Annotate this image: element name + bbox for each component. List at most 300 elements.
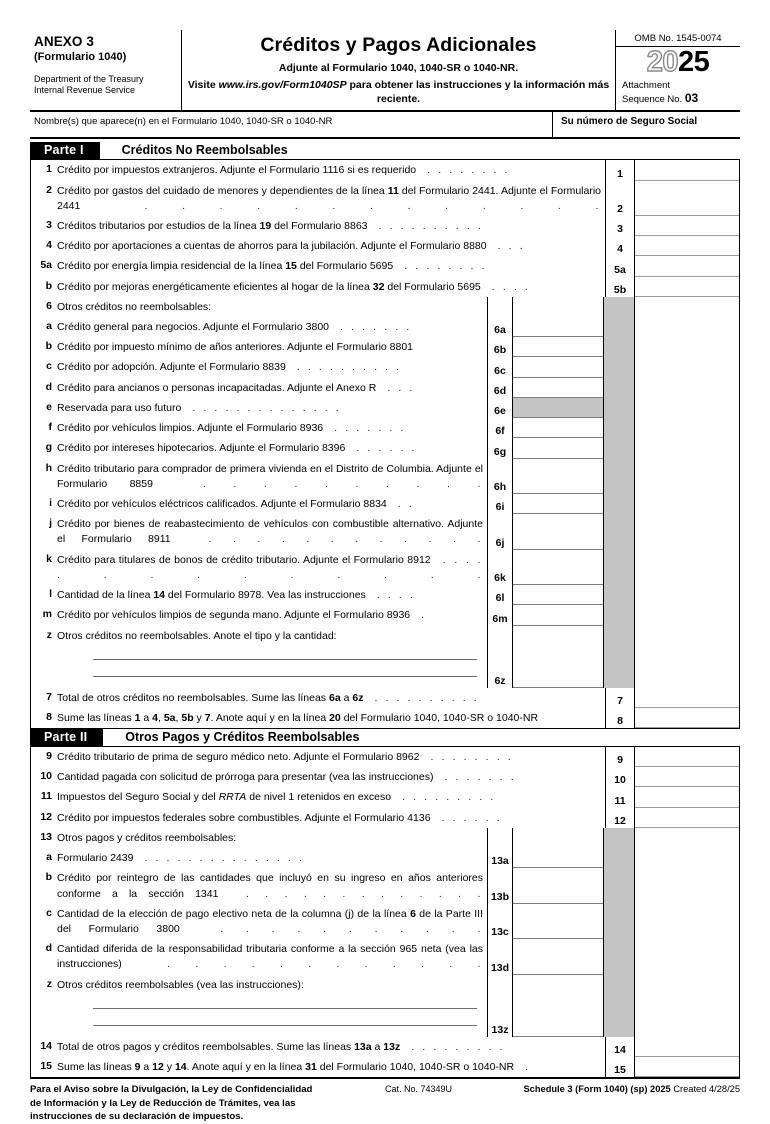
attachment-label: Attachment [622,80,671,91]
form-id-text: Schedule 3 (Form 1040) (sp) 2025 [523,1084,671,1095]
subline-description: Crédito para titulares de bonos de crédito tributario. Adjunte el Formulario 8912 . . . . . . . . . . . . . . [57,553,483,581]
leader-dots: . . . . . . . . . . [367,219,484,232]
leader-dots: . . . . . . . . [416,164,510,177]
header-left-block [30,30,182,110]
subline-box-number [487,828,513,848]
line-description: Crédito por impuestos federales sobre combustibles. Adjunte el Formulario 4136 . . . . . . [57,811,503,824]
writein-line-2[interactable] [93,660,477,677]
outer-blank-column [635,514,739,549]
subline-amount-cell [513,398,603,418]
subline-letter: e [46,400,52,413]
subline-amount-cell[interactable] [513,904,603,939]
outer-blank-column [635,459,739,494]
line-description: Crédito por aportaciones a cuentas de ahorros para la jubilación. Adjunte el Formulario 8880 . . . [57,240,526,253]
amount-cell[interactable] [635,236,739,256]
line-description: Crédito por energía limpia residencial de la línea 15 del Formulario 5695 . . . . . . . . [57,260,488,273]
part-1-tag: Parte I [30,142,100,159]
leader-dots: . . . . [480,280,531,293]
subline-box-number: 6k [487,550,513,585]
leader-dots: . . . [486,240,526,253]
sequence-label: Sequence No. [622,94,683,106]
form-subline-row [31,378,739,398]
website-pre: Visite [187,79,219,92]
agency-block [34,74,175,97]
form-line-row [31,277,739,297]
subline-amount-cell[interactable] [513,438,603,458]
leader-dots: . . . . . . . [323,422,406,435]
subline-amount-cell[interactable] [513,975,603,1037]
shaded-spacer-column [603,868,635,903]
ssn-field[interactable] [553,112,740,137]
writein-line-1[interactable] [93,644,477,660]
form-subline-row [31,605,739,625]
line-box-number: 5b [605,277,635,297]
sequence-row [622,91,740,105]
form-subline-row [31,459,739,494]
line-box-number: 14 [605,1037,635,1057]
subline-description: Crédito por vehículos limpios. Adjunte el Formulario 8936 . . . . . . . [57,422,406,435]
omb-number: OMB No. 1545-0074 [616,30,740,47]
shaded-spacer-column [603,459,635,494]
subline-amount-cell[interactable] [513,605,603,625]
subline-box-number: 6f [487,418,513,438]
amount-cell[interactable] [635,688,739,708]
part-2-tag: Parte II [30,729,103,746]
created-date: Created 4/28/25 [670,1084,740,1095]
attachment-sequence [616,80,740,108]
line-description: Total de otros créditos no reembolsables. Sume las líneas 6a a 6z . . . . . . . . . . [57,691,480,704]
amount-cell[interactable] [635,787,739,807]
amount-cell[interactable] [635,1057,739,1077]
subline-description: Crédito por impuesto mínimo de años anteriores. Adjunte el Formulario 8801 [57,341,414,354]
subline-letter: d [45,942,52,955]
leader-dots: . . . . . . . . [419,750,514,763]
subline-box-number: 6i [487,494,513,514]
subline-letter: h [45,461,52,474]
outer-blank-column [635,398,739,418]
subline-amount-cell [513,297,603,317]
line-number: 3 [46,218,52,231]
tax-year-century: 20 [646,46,678,78]
page-title: Créditos y Pagos Adicionales [260,34,537,56]
ssn-label: Su número de Seguro Social [561,116,698,128]
form-subline-row [31,438,739,458]
subline-box-number: 6a [487,317,513,337]
outer-blank-column [635,868,739,903]
subline-amount-cell[interactable] [513,378,603,398]
leader-dots: . . . . . . [430,811,503,824]
form-line-row [31,808,739,828]
shaded-spacer-column [603,828,635,848]
line-description: Otros pagos y créditos reembolsables: [57,831,237,844]
form-line-row [31,236,739,256]
shaded-spacer-column [603,418,635,438]
website-instruction [186,79,611,106]
shaded-spacer-column [603,939,635,974]
tax-year [616,47,740,78]
line-description: Créditos tributarios por estudios de la línea 19 del Formulario 8863 . . . . . . . . . . [57,219,484,232]
form-footer [30,1077,740,1124]
outer-blank-column [635,939,739,974]
subline-amount-cell[interactable] [513,626,603,688]
line-number: 6 [46,299,52,312]
line-number: 1 [46,163,52,176]
line-description: Cantidad pagada con solicitud de prórroga para presentar (vea las instrucciones) . . . . . . . [57,771,517,784]
shaded-spacer-column [603,585,635,605]
line-box-number: 15 [605,1057,635,1077]
subline-amount-cell[interactable] [513,459,603,494]
line-description: Sume las líneas 1 a 4, 5a, 5b y 7. Anote aquí y en la línea 20 del Formulario 1040, 1040-SR o 1040-NR [57,711,539,724]
leader-dots: . . . . . . . . . . . . . [218,887,483,900]
tax-year-yy: 25 [678,46,710,78]
form-total-row [31,688,739,708]
leader-dots: . . . [376,381,415,394]
privacy-notice-line-1: Para el Aviso sobre la Divulgación, la Ley de Confidencialidad [30,1084,313,1096]
form-subline-row [31,848,739,868]
form-subline-row [31,904,739,939]
subline-letter: a [46,320,52,333]
outer-blank-column [635,975,739,1037]
agency-line-2: Internal Revenue Service [34,85,136,96]
leader-dots: . . . . . . . . . . . . [170,533,483,546]
subline-description: Crédito tributario para comprador de primera vivienda en el Distrito de Columbia. Adjunte el Formulario 8859 . . . . . . . . . . [57,462,483,490]
subline-letter: j [49,517,52,530]
form-subline-row [31,317,739,337]
attach-instruction: Adjunte al Formulario 1040, 1040-SR o 1040-NR. [278,62,519,75]
subline-amount-cell[interactable] [513,848,603,868]
shaded-spacer-column [603,378,635,398]
leader-dots: . . . . . . . . . . . . . . [181,401,342,414]
leader-dots: . . . . . . . [329,321,412,334]
shaded-spacer-column [603,357,635,377]
privacy-notice-line-3: instrucciones de su declaración de impuestos. [30,1111,244,1123]
line-box-number: 4 [605,236,635,256]
part-1-sub-grid [30,297,740,688]
subline-box-number: 6b [487,337,513,357]
shaded-spacer-column [603,398,635,418]
leader-dots: . . . . . . . . . . . [179,922,483,935]
form-subline-row [31,626,739,688]
leader-dots: . . . . . . . . . . . . [121,958,483,971]
schedule-label: ANEXO 3 [34,34,94,49]
header-right-block [615,30,740,110]
part-1-totals [30,688,740,728]
subline-description: Cantidad diferida de la responsabilidad tributaria conforme a la sección 965 neta (vea las instrucciones) . . . . . . . . . . . . [57,943,483,971]
subline-amount-cell[interactable] [513,868,603,903]
line-number: 15 [40,1059,52,1072]
subline-amount-cell[interactable] [513,418,603,438]
subline-letter: i [49,497,52,510]
line-description: Crédito tributario de prima de seguro médico neto. Adjunte el Formulario 8962 . . . . . . . . [57,750,514,763]
line-description: Sume las líneas 9 a 12 y 14. Anote aquí y en la línea 31 del Formulario 1040, 1040-SR o 1040-NR . [57,1060,531,1073]
subline-description: Formulario 2439 . . . . . . . . . . . . . . . [57,852,305,865]
shaded-spacer-column [603,317,635,337]
outer-blank-column [635,438,739,458]
amount-cell[interactable] [635,808,739,828]
subline-box-number: 13c [487,904,513,939]
header-title-block [182,30,615,110]
subline-amount-cell[interactable] [513,514,603,549]
form-total-row [31,1037,739,1057]
sequence-number: 03 [684,91,699,106]
line-description: Total de otros pagos y créditos reembolsables. Sume las líneas 13a a 13z . . . . . . . . . [57,1040,506,1053]
subline-letter: a [46,851,52,864]
subline-description: Crédito general para negocios. Adjunte el Formulario 3800 . . . . . . . [57,321,412,334]
tax-year-block [616,47,740,80]
outer-blank-column [635,626,739,688]
subline-box-number: 6e [487,398,513,418]
part-1-grid [30,160,740,297]
website-post: para obtener las instrucciones y la información más reciente. [346,79,610,105]
website-url: www.irs.gov/Form1040SP [218,79,347,92]
subline-amount-cell[interactable] [513,337,603,357]
line-box-number: 12 [605,808,635,828]
outer-blank-column [635,605,739,625]
privacy-notice-line-2: de Información y la Ley de Reducción de Trámites, vea las [30,1097,296,1109]
subline-box-number: 6m [487,605,513,625]
leader-dots: . . . . . . . . . [400,1040,506,1053]
line-box-number: 7 [605,688,635,708]
subline-amount-cell [513,828,603,848]
leader-dots: . . . . . . . . [393,260,488,273]
subline-description: Crédito por intereses hipotecarios. Adjunte el Formulario 8396 . . . . . . [57,442,418,455]
leader-dots: . [514,1060,531,1073]
subline-box-number: 6h [487,459,513,494]
line-number: 13 [40,830,52,843]
form-line-row [31,256,739,276]
line-number: 5a [40,259,52,272]
subline-description: Otros créditos reembolsables (vea las instrucciones): [57,975,487,1037]
leader-dots: . . . . . . . . . . . . . . [57,553,483,581]
leader-dots: . . . . [365,589,416,602]
leader-dots: . . . . . . . [433,771,517,784]
subline-description: Crédito por vehículos eléctricos calificados. Adjunte el Formulario 8834 . . [57,498,415,511]
shaded-spacer-column [603,438,635,458]
writein-line-2[interactable] [93,1009,477,1026]
amount-cell[interactable] [635,181,739,216]
leader-dots: . . . . . . [345,442,418,455]
subline-letter: f [48,421,52,434]
outer-blank-column [635,828,739,848]
line-description: Crédito por mejoras energéticamente eficientes al hogar de la línea 32 del Formulario 5695 . . . . [57,280,531,293]
subline-letter: b [45,871,52,884]
line-number: 12 [40,810,52,823]
name-field[interactable] [30,112,553,137]
form-line-row [31,767,739,787]
form-subline-row [31,868,739,903]
name-label: Nombre(s) que aparece(n) en el Formulario 1040, 1040-SR o 1040-NR [34,116,333,128]
subline-amount-cell[interactable] [513,550,603,585]
line-number: 14 [40,1039,52,1052]
outer-blank-column [635,317,739,337]
line-box-number: 9 [605,747,635,767]
subline-description: Crédito por bienes de reabastecimiento de vehículos con combustible alternativo. Adjunte el Formulario 8911 . . . . . . . . . . . . [57,518,483,546]
line-description: Crédito por impuestos extranjeros. Adjunte el Formulario 1116 si es requerido . . . . . . . . [57,164,510,177]
subline-amount-cell[interactable] [513,939,603,974]
form-subline-row [31,975,739,1037]
line-box-number: 2 [605,181,635,216]
line-number: b [45,279,52,292]
shaded-spacer-column [603,848,635,868]
subline-description: Otros créditos no reembolsables. Anote el tipo y la cantidad: [57,626,487,688]
part-1-title: Créditos No Reembolsables [121,143,288,158]
outer-blank-column [635,550,739,585]
form-subline-row [31,337,739,357]
leader-dots: . . . . . . . . . [391,791,496,804]
form-subline-row [31,514,739,549]
form-line-row [31,160,739,180]
subline-description: Cantidad de la elección de pago electivo neta de la columna (j) de la línea 6 de la Parte III del Formulario 3800 . . . . . . . . . . . [57,907,484,935]
subline-letter: b [45,340,52,353]
line-box-number: 1 [605,160,635,180]
agency-line-1: Department of the Treasury [34,73,144,84]
outer-blank-column [635,494,739,514]
form-total-row [31,1057,739,1077]
leader-dots: . . . . . . . . . . [285,361,402,374]
form-subline-row [31,418,739,438]
line-box-number: 3 [605,216,635,236]
amount-cell[interactable] [635,256,739,276]
subline-letter: c [46,360,52,373]
subline-box-number: 6d [487,378,513,398]
outer-blank-column [635,337,739,357]
form-line-row [31,297,739,317]
subline-amount-cell[interactable] [513,317,603,337]
form-line-row [31,787,739,807]
line-description: Crédito por gastos del cuidado de menores y dependientes de la línea 11 del Formulario 2441. Adjunte el Formulario 2441 . . . . . . . . . . . . . [57,184,601,212]
line-number: 7 [46,690,52,703]
shaded-spacer-column [603,904,635,939]
subline-box-number: 6g [487,438,513,458]
shaded-spacer-column [603,297,635,317]
outer-blank-column [635,848,739,868]
subline-box-number: 13a [487,848,513,868]
line-number: 4 [46,239,52,252]
subline-box-number [487,297,513,317]
taxpayer-identification-row [30,112,740,139]
form-subline-row [31,398,739,418]
subline-letter: d [45,380,52,393]
subline-letter: m [42,608,52,621]
shaded-spacer-column [603,337,635,357]
line-box-number: 8 [605,708,635,728]
form-header [30,30,740,112]
leader-dots: . . . . . . . . . . [363,691,480,704]
subline-description: Crédito por reintegro de las cantidades que incluyó en su ingreso en años anteriores conforme a la sección 1341 . . . . . . . . . . . . . [57,872,483,900]
line-box-number: 10 [605,767,635,787]
outer-blank-column [635,904,739,939]
subline-box-number: 13z [487,975,513,1037]
subline-letter: z [46,977,52,990]
line-number: 2 [46,183,52,196]
form-subline-row [31,357,739,377]
shaded-spacer-column [603,975,635,1037]
subline-box-number: 6z [487,626,513,688]
amount-cell[interactable] [635,708,739,728]
subline-description: Crédito por vehículos limpios de segunda mano. Adjunte el Formulario 8936 . [57,609,427,622]
leader-dots: . [410,609,427,622]
amount-cell[interactable] [635,216,739,236]
part-2-title: Otros Pagos y Créditos Reembolsables [125,729,360,744]
leader-dots: . . . . . . . . . . [152,477,483,490]
outer-blank-column [635,297,739,317]
part-2-grid [30,747,740,828]
shaded-spacer-column [603,550,635,585]
leader-dots: . . [386,498,415,511]
form-subline-row [31,494,739,514]
amount-cell[interactable] [635,747,739,767]
subline-box-number: 13b [487,868,513,903]
subline-box-number: 6l [487,585,513,605]
subline-amount-cell[interactable] [513,357,603,377]
shaded-spacer-column [603,626,635,688]
leader-dots: . . . . . . . . . . . . . . . [133,852,305,865]
form-line-row [31,747,739,767]
amount-cell[interactable] [635,1037,739,1057]
line-description: Impuestos del Seguro Social y del RRTA de nivel 1 retenidos en exceso . . . . . . . . . [57,791,496,804]
line-number: 9 [46,749,52,762]
form-total-row [31,708,739,728]
line-box-number: 5a [605,256,635,276]
form-identifier [520,1083,740,1124]
subline-box-number: 13d [487,939,513,974]
amount-cell[interactable] [635,277,739,297]
line-number: 11 [40,790,52,803]
subline-letter: z [46,628,52,641]
part-1-header [30,142,740,160]
subline-amount-cell[interactable] [513,494,603,514]
subline-description: Reservada para uso futuro . . . . . . . . . . . . . . [57,401,342,414]
shaded-spacer-column [603,514,635,549]
form-line-row [31,828,739,848]
subline-letter: k [46,552,52,565]
form-subline-row [31,939,739,974]
form-line-row [31,181,739,216]
leader-dots: . . . . . . . . . . . . . [80,199,601,212]
subline-letter: c [46,906,52,919]
writein-line-1[interactable] [93,993,477,1009]
line-number: 8 [46,710,52,723]
subline-letter: l [49,588,52,601]
outer-blank-column [635,378,739,398]
subline-letter: g [45,441,52,454]
line-box-number: 11 [605,787,635,807]
part-2-sub-grid [30,828,740,1037]
part-2-totals [30,1037,740,1077]
amount-cell[interactable] [635,767,739,787]
privacy-notice [30,1083,385,1124]
shaded-spacer-column [603,605,635,625]
outer-blank-column [635,418,739,438]
shaded-spacer-column [603,494,635,514]
outer-blank-column [635,357,739,377]
outer-blank-column [635,585,739,605]
subline-description: Crédito por adopción. Adjunte el Formulario 8839 . . . . . . . . . . [57,361,402,374]
form-line-row [31,216,739,236]
form-subline-row [31,585,739,605]
subline-description: Cantidad de la línea 14 del Formulario 8978. Vea las instrucciones . . . . [57,589,416,602]
amount-cell[interactable] [635,160,739,180]
catalog-number: Cat. No. 74349U [385,1084,453,1095]
subline-description: Crédito para ancianos o personas incapacitadas. Adjunte el Anexo R . . . [57,381,415,394]
subline-box-number: 6j [487,514,513,549]
line-number: 10 [40,770,52,783]
subline-amount-cell[interactable] [513,585,603,605]
part-2-header [30,728,740,747]
subline-box-number: 6c [487,357,513,377]
form-reference: (Formulario 1040) [34,50,127,63]
line-description: Otros créditos no reembolsables: [57,300,212,313]
